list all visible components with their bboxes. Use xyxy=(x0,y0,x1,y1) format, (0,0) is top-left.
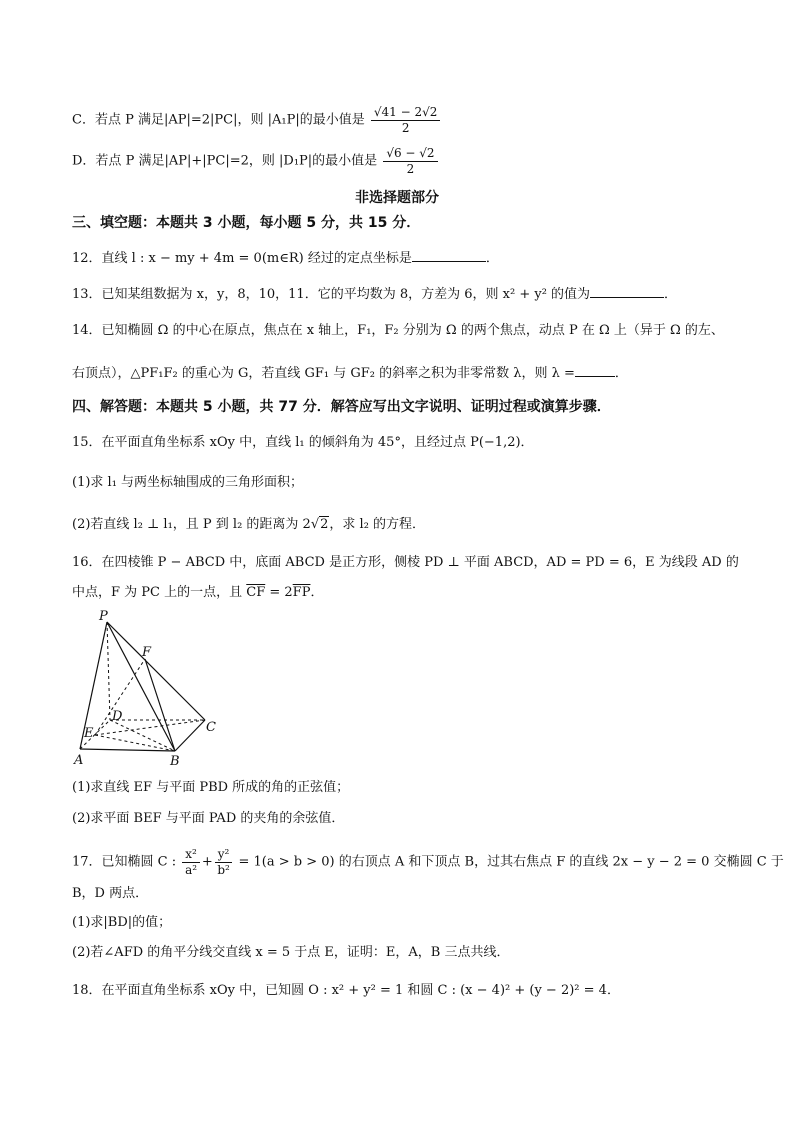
question-13 xyxy=(72,283,677,304)
label-f: F xyxy=(142,645,152,660)
option-c-label: C．若点 xyxy=(72,112,121,128)
option-c-numerator: √41 − 2√2 xyxy=(371,104,441,121)
option-d xyxy=(72,145,440,177)
question-16-line2-text: 中点，F 为 PC 上的一点，且 xyxy=(72,585,243,600)
question-16-part1: (1)求直线 EF 与平面 PBD 所成的角的正弦值； xyxy=(72,780,350,795)
question-15-part2: (2)若直线 l₂ ⊥ l₁，且 P 到 l₂ 的距离为 2√2，求 l₂ 的方程． xyxy=(72,517,426,532)
vector-cf: $\overline{CF}$ xyxy=(246,585,266,600)
question-14-answer-blank[interactable] xyxy=(575,362,615,377)
option-d-label: D．若点 xyxy=(72,153,122,169)
question-14-line1: 14．已知椭圆 Ω 的中心在原点，焦点在 x 轴上，F₁，F₂ 分别为 Ω 的两个焦点，动点 P 在 Ω 上（异于 Ω 的左、 xyxy=(72,323,724,338)
question-14-text: 右顶点），△PF₁F₂ 的重心为 G，若直线 GF₁ 与 GF₂ 的斜率之积为非零常数 λ，则 λ = xyxy=(72,366,575,381)
question-12-end: ． xyxy=(485,251,499,266)
fraction-b2-denominator: b² xyxy=(217,863,230,877)
fraction-y2-numerator: y² xyxy=(215,846,233,863)
question-17-line1 xyxy=(72,846,784,878)
option-d-numerator: √6 − √2 xyxy=(383,145,437,162)
fraction-x2-a2 xyxy=(182,846,200,878)
label-e: E xyxy=(84,726,94,741)
question-12-text: 12．直线 l : x − my + 4m = 0(m∈R) 经过的定点坐标是 xyxy=(72,251,412,266)
label-b: B xyxy=(170,754,180,768)
option-c-mid: |A₁P|的最小值是 xyxy=(267,112,365,128)
question-12 xyxy=(72,247,499,268)
label-p: P xyxy=(99,609,108,624)
question-17-part2: (2)若∠AFD 的角平分线交直线 x = 5 于点 E，证明：E，A，B 三点共线． xyxy=(72,945,510,960)
fraction-a2-denominator: a² xyxy=(185,863,198,877)
question-17-pre: 17．已知椭圆 C : xyxy=(72,854,177,870)
question-17-part1: (1)求|BD|的值； xyxy=(72,915,172,930)
question-18-stem: 18．在平面直角坐标系 xOy 中，已知圆 O : x² + y² = 1 和圆 C : (x − 4)² + (y − 2)² = 4． xyxy=(72,983,620,998)
label-a: A xyxy=(74,753,84,768)
option-c xyxy=(72,104,442,136)
question-16-line1: 16．在四棱锥 P − ABCD 中，底面 ABCD 是正方形，侧棱 PD ⊥ 平面 ABCD，AD = PD = 6，E 为线段 AD 的 xyxy=(72,555,739,570)
question-17-post: = 1(a > b > 0) 的右顶点 A 和下顶点 B，过其右焦点 F 的直线 2x − y − 2 = 0 交椭圆 C 于 xyxy=(238,854,784,870)
question-15-part2-text: (2)若直线 l₂ ⊥ l₁，且 P 到 l₂ 的距离为 2 xyxy=(72,517,311,532)
question-12-answer-blank[interactable] xyxy=(412,247,486,262)
question-17-plus: + xyxy=(201,854,213,870)
pyramid-figure xyxy=(70,608,230,768)
question-15-part1: (1)求 l₁ 与两坐标轴围成的三角形面积； xyxy=(72,475,304,490)
option-d-denominator: 2 xyxy=(406,162,415,176)
option-d-mid: |D₁P|的最小值是 xyxy=(279,153,378,169)
vector-fp: $\overline{FP}$ xyxy=(292,585,311,600)
option-d-fraction xyxy=(383,145,437,177)
question-16-part2: (2)求平面 BEF 与平面 PAD 的夹角的余弦值． xyxy=(72,811,345,826)
question-13-answer-blank[interactable] xyxy=(590,283,664,298)
question-15-stem: 15．在平面直角坐标系 xOy 中，直线 l₁ 的倾斜角为 45°，且经过点 P(−1,2)． xyxy=(72,435,534,450)
question-13-text: 13．已知某组数据为 x，y，8，10，11．它的平均数为 8，方差为 6，则 x² + y² 的值为 xyxy=(72,287,591,302)
question-13-end: ． xyxy=(664,287,678,302)
option-c-cond: P 满足|AP|=2|PC|，则 xyxy=(125,112,264,128)
question-15-part2-end: ，求 l₂ 的方程． xyxy=(329,517,426,532)
option-d-cond: P 满足|AP|+|PC|=2，则 xyxy=(125,153,275,169)
question-15-part2-sqrt: 2 xyxy=(320,517,329,532)
question-14-line2 xyxy=(72,362,628,383)
question-16-line2 xyxy=(72,584,323,602)
question-14-end: ． xyxy=(614,366,628,381)
question-16-line2-end: ． xyxy=(310,585,324,600)
question-17-line2: B，D 两点． xyxy=(72,886,149,901)
fraction-x2-numerator: x² xyxy=(182,846,200,863)
label-d: D xyxy=(112,709,123,724)
section-nonchoice-title: 非选择题部分 xyxy=(355,190,439,206)
option-c-denominator: 2 xyxy=(401,121,410,135)
fraction-y2-b2 xyxy=(215,846,233,878)
fill-in-heading: 三、填空题：本题共 3 小题，每小题 5 分，共 15 分． xyxy=(72,215,421,231)
question-16-eq: = 2 xyxy=(265,585,293,600)
option-c-fraction xyxy=(371,104,441,136)
answer-heading: 四、解答题：本题共 5 小题，共 77 分．解答应写出文字说明、证明过程或演算步骤． xyxy=(72,399,611,415)
label-c: C xyxy=(206,720,216,735)
